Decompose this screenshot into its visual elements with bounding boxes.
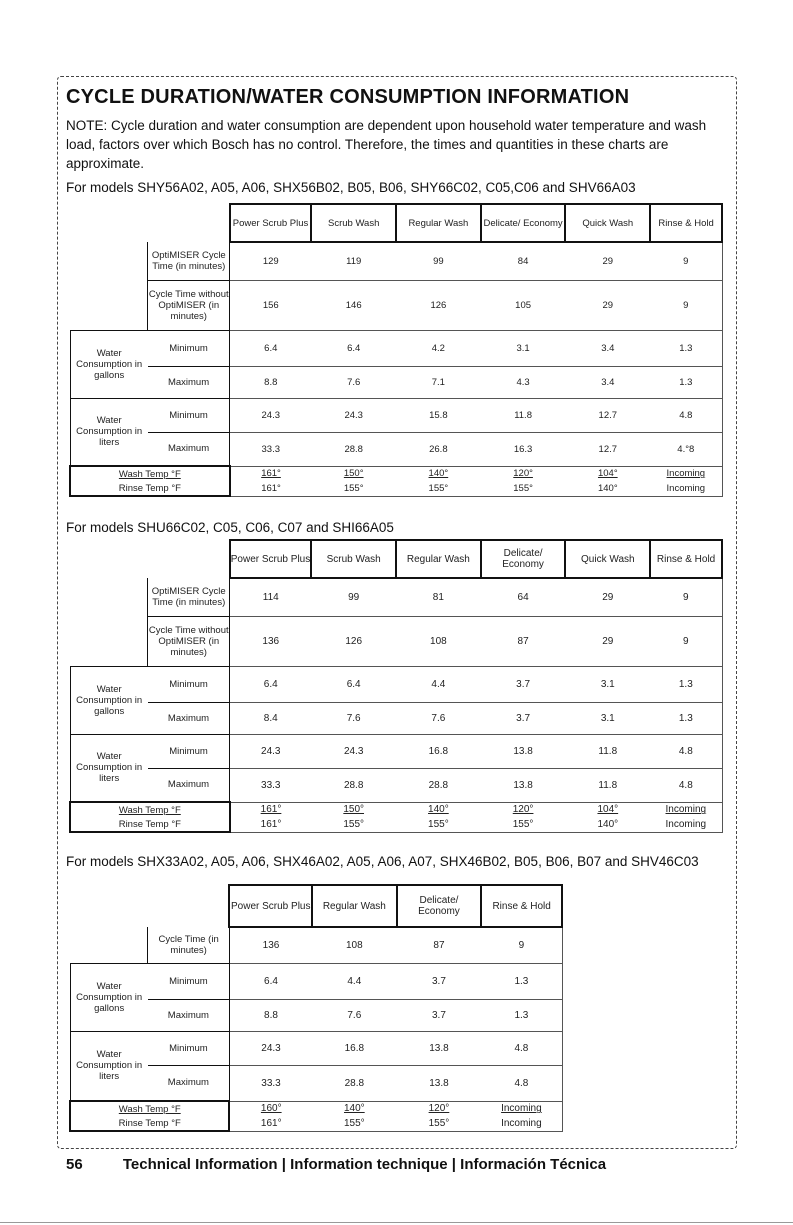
table-cell: 161° [260, 804, 282, 816]
row-label: Maximum [148, 432, 230, 466]
table-cell: 9 [481, 927, 562, 963]
header-power-scrub-plus: Power Scrub Plus [230, 204, 312, 242]
table-cell: 3.7 [481, 702, 566, 734]
table-cell: 1.3 [650, 330, 722, 366]
row-label: Minimum [148, 1031, 230, 1065]
table-cell: 155° [396, 481, 481, 496]
table-cell: 29 [565, 616, 650, 666]
table-cell: 156 [230, 280, 312, 330]
row-label: Rinse Temp °F [70, 481, 230, 496]
row-label: Rinse Temp °F [70, 1116, 229, 1131]
table-cell: 108 [396, 616, 481, 666]
row-label: OptiMISER Cycle Time (in minutes) [148, 242, 230, 280]
table-cell: 6.4 [230, 666, 312, 702]
table-cell: Incoming [650, 466, 722, 481]
table-cell: 87 [481, 616, 566, 666]
row-label: Cycle Time without OptiMISER (in minutes) [148, 280, 230, 330]
table-cell: 126 [311, 616, 396, 666]
table-cell: 6.4 [311, 666, 396, 702]
table-cell: 105 [481, 280, 566, 330]
table-cell: 16.3 [481, 432, 566, 466]
table-cell: 7.6 [311, 366, 396, 398]
table-cell: 3.7 [397, 999, 482, 1031]
table-cell: 140° [343, 1103, 365, 1115]
table-cell: 64 [481, 578, 566, 616]
header-delicate-economy: Delicate/ Economy [481, 204, 566, 242]
table-cell: 16.8 [396, 734, 481, 768]
table-cell: 129 [230, 242, 312, 280]
row-label: Maximum [148, 366, 230, 398]
table-cell: 13.8 [481, 734, 566, 768]
table-cell: 29 [565, 578, 650, 616]
table-cell: 140° [565, 481, 650, 496]
table-cell: 120° [513, 468, 533, 480]
table-cell: Incoming [650, 817, 722, 832]
table-cell: 33.3 [229, 1065, 312, 1101]
table-row [70, 398, 722, 432]
table-cell: 155° [312, 1116, 397, 1131]
table-cell: 24.3 [230, 398, 312, 432]
table-cell: 155° [481, 817, 566, 832]
table-cell: 12.7 [565, 398, 650, 432]
table-row [70, 242, 722, 280]
table-cell: 9 [650, 242, 722, 280]
group-label-liters: Water Consumption in liters [70, 734, 148, 802]
models-heading-3: For models SHX33A02, A05, A06, SHX46A02, A05, A06, A07, SHX46B02, B05, B06, B07 and SHV46C03 [66, 854, 699, 869]
table-cell: 1.3 [481, 963, 562, 999]
table-cell: 150° [343, 468, 364, 480]
table-cell: 4.4 [396, 666, 481, 702]
table-cell: 104° [597, 804, 619, 816]
table-cell: 99 [396, 242, 481, 280]
table-cell: 33.3 [230, 768, 312, 802]
header-power-scrub-plus: Power Scrub Plus [229, 885, 312, 927]
table-cell: Incoming [481, 1116, 562, 1131]
page-bottom-rule [0, 1222, 793, 1223]
table-cell: 3.1 [565, 702, 650, 734]
page-number: 56 [66, 1156, 83, 1173]
cycle-table-3 [69, 884, 563, 1132]
table-cell: 29 [565, 280, 650, 330]
table-row [70, 666, 722, 702]
table-cell: 9 [650, 280, 722, 330]
table-row [70, 734, 722, 768]
table-row [70, 702, 722, 734]
table-cell: 4.3 [481, 366, 566, 398]
table-cell: 13.8 [481, 768, 566, 802]
models-heading-2: For models SHU66C02, C05, C06, C07 and SHI66A05 [66, 520, 394, 535]
table-cell: 160° [260, 1103, 282, 1115]
table-cell: 15.8 [396, 398, 481, 432]
table-cell: 7.6 [311, 702, 396, 734]
table-cell: 9 [650, 616, 722, 666]
table-cell: 13.8 [397, 1065, 482, 1101]
table-cell: 3.4 [565, 366, 650, 398]
table-cell: 4.8 [650, 768, 722, 802]
group-label-gallons: Water Consumption in gallons [70, 666, 148, 734]
table-cell: 28.8 [311, 768, 396, 802]
header-regular-wash: Regular Wash [312, 885, 397, 927]
table-cell: 4.8 [650, 398, 722, 432]
table-cell: 140° [428, 468, 449, 480]
table-cell: 146 [311, 280, 396, 330]
table-row [70, 963, 562, 999]
table-cell: 12.7 [565, 432, 650, 466]
table-cell: Incoming [650, 481, 722, 496]
table-cell: 28.8 [396, 768, 481, 802]
row-label: Maximum [148, 999, 230, 1031]
table-cell: 161° [229, 1116, 312, 1131]
table-cell: 26.8 [396, 432, 481, 466]
page-title: CYCLE DURATION/WATER CONSUMPTION INFORMATION [66, 86, 630, 108]
table-cell: 155° [396, 817, 481, 832]
header-delicate-economy: Delicate/ Economy [397, 885, 482, 927]
table-cell: 155° [311, 817, 396, 832]
table-row [70, 768, 722, 802]
table-row [70, 330, 722, 366]
table-row [70, 1101, 562, 1116]
table-cell: 161° [261, 468, 281, 480]
header-rinse-hold: Rinse & Hold [650, 540, 722, 578]
row-label: Wash Temp °F [70, 802, 230, 817]
table-cell: 3.1 [481, 330, 566, 366]
table-cell: 4.2 [396, 330, 481, 366]
models-heading-1: For models SHY56A02, A05, A06, SHX56B02, B05, B06, SHY66C02, C05,C06 and SHV66A03 [66, 180, 636, 195]
row-label: Cycle Time (in minutes) [148, 927, 230, 963]
table-cell: 9 [650, 578, 722, 616]
table-row [70, 432, 722, 466]
table-cell: 114 [230, 578, 312, 616]
table-row [70, 1031, 562, 1065]
table-cell: 7.6 [396, 702, 481, 734]
table-row [70, 802, 722, 817]
row-label: Maximum [148, 1065, 230, 1101]
table-cell: 11.8 [565, 734, 650, 768]
table-cell: 3.1 [565, 666, 650, 702]
table-cell: 140° [565, 817, 650, 832]
row-label: Minimum [148, 963, 230, 999]
row-label: Minimum [148, 330, 230, 366]
table-row [70, 578, 722, 616]
table-cell: 28.8 [312, 1065, 397, 1101]
table-cell: 140° [428, 804, 449, 816]
table-cell: 84 [481, 242, 566, 280]
table-cell: 4.°8 [650, 432, 722, 466]
table-cell: 8.4 [230, 702, 312, 734]
header-scrub-wash: Scrub Wash [311, 540, 396, 578]
table-cell: 4.8 [481, 1065, 562, 1101]
table-cell: 6.4 [311, 330, 396, 366]
header-regular-wash: Regular Wash [396, 540, 481, 578]
page-footer [66, 1156, 606, 1173]
row-label: Maximum [148, 768, 230, 802]
table-cell: 108 [312, 927, 397, 963]
table-cell: 3.4 [565, 330, 650, 366]
table-cell: 24.3 [230, 734, 312, 768]
table-cell: 24.3 [311, 734, 396, 768]
table-cell: 119 [311, 242, 396, 280]
header-rinse-hold: Rinse & Hold [481, 885, 562, 927]
table-cell: 16.8 [312, 1031, 397, 1065]
table-cell: 1.3 [650, 666, 722, 702]
cycle-table-1 [69, 203, 723, 497]
table-cell: 4.8 [481, 1031, 562, 1065]
table-cell: 6.4 [230, 330, 312, 366]
table-cell: 155° [481, 481, 566, 496]
header-power-scrub-plus: Power Scrub Plus [230, 540, 312, 578]
cycle-table-2 [69, 539, 723, 833]
table-row [70, 817, 722, 832]
row-label: Cycle Time without OptiMISER (in minutes) [148, 616, 230, 666]
table-cell: 33.3 [230, 432, 312, 466]
table-cell: 6.4 [229, 963, 312, 999]
table-cell: Incoming [481, 1101, 562, 1116]
row-label: Minimum [148, 734, 230, 768]
header-quick-wash: Quick Wash [565, 540, 650, 578]
table-cell: 99 [311, 578, 396, 616]
header-quick-wash: Quick Wash [565, 204, 650, 242]
table-cell: 87 [397, 927, 482, 963]
table-cell: 1.3 [650, 366, 722, 398]
table-cell: 8.8 [229, 999, 312, 1031]
row-label: Wash Temp °F [70, 1101, 229, 1116]
table-row [70, 366, 722, 398]
header-regular-wash: Regular Wash [396, 204, 481, 242]
table-cell: 11.8 [481, 398, 566, 432]
row-label: Rinse Temp °F [70, 817, 230, 832]
table-cell: 3.7 [481, 666, 566, 702]
table-cell: 161° [230, 817, 312, 832]
table-cell: 126 [396, 280, 481, 330]
table-cell: 4.8 [650, 734, 722, 768]
table-cell: 7.1 [396, 366, 481, 398]
table-cell: Incoming [650, 802, 722, 817]
table-row [70, 616, 722, 666]
row-label: Minimum [148, 398, 230, 432]
table-cell: 161° [230, 481, 312, 496]
table-row [70, 1116, 562, 1131]
table-cell: 29 [565, 242, 650, 280]
table-cell: 120° [428, 1103, 450, 1115]
table-row [70, 927, 562, 963]
table-cell: 136 [230, 616, 312, 666]
note-paragraph: NOTE: Cycle duration and water consumption are dependent upon household water temperature and wash load, factors over which Bosch has no control. Therefore, the times and quantities in these charts are approximate. [66, 118, 707, 171]
table-row [70, 280, 722, 330]
row-label: Wash Temp °F [70, 466, 230, 481]
row-label: Minimum [148, 666, 230, 702]
table-cell: 8.8 [230, 366, 312, 398]
table-cell: 28.8 [311, 432, 396, 466]
table-cell: 150° [343, 804, 365, 816]
table-cell: 11.8 [565, 768, 650, 802]
table-row [70, 481, 722, 496]
group-label-liters: Water Consumption in liters [70, 1031, 148, 1101]
header-rinse-hold: Rinse & Hold [650, 204, 722, 242]
table-cell: 1.3 [650, 702, 722, 734]
group-label-liters: Water Consumption in liters [70, 398, 148, 466]
table-cell: 1.3 [481, 999, 562, 1031]
table-cell: 155° [397, 1116, 482, 1131]
table-cell: 24.3 [229, 1031, 312, 1065]
table-cell: 4.4 [312, 963, 397, 999]
table-cell: 7.6 [312, 999, 397, 1031]
footer-text: Technical Information | Information technique | Información Técnica [122, 1156, 607, 1173]
table-cell: 24.3 [311, 398, 396, 432]
row-label: Maximum [148, 702, 230, 734]
table-cell: 81 [396, 578, 481, 616]
table-cell: 13.8 [397, 1031, 482, 1065]
row-label: OptiMISER Cycle Time (in minutes) [148, 578, 230, 616]
header-delicate-economy: Delicate/ Economy [481, 540, 566, 578]
table-cell: 120° [512, 804, 534, 816]
group-label-gallons: Water Consumption in gallons [70, 963, 148, 1031]
table-row [70, 466, 722, 481]
group-label-gallons: Water Consumption in gallons [70, 330, 148, 398]
table-cell: 136 [229, 927, 312, 963]
table-cell: 3.7 [397, 963, 482, 999]
table-cell: 155° [311, 481, 396, 496]
table-cell: 104° [597, 468, 618, 480]
header-scrub-wash: Scrub Wash [311, 204, 396, 242]
